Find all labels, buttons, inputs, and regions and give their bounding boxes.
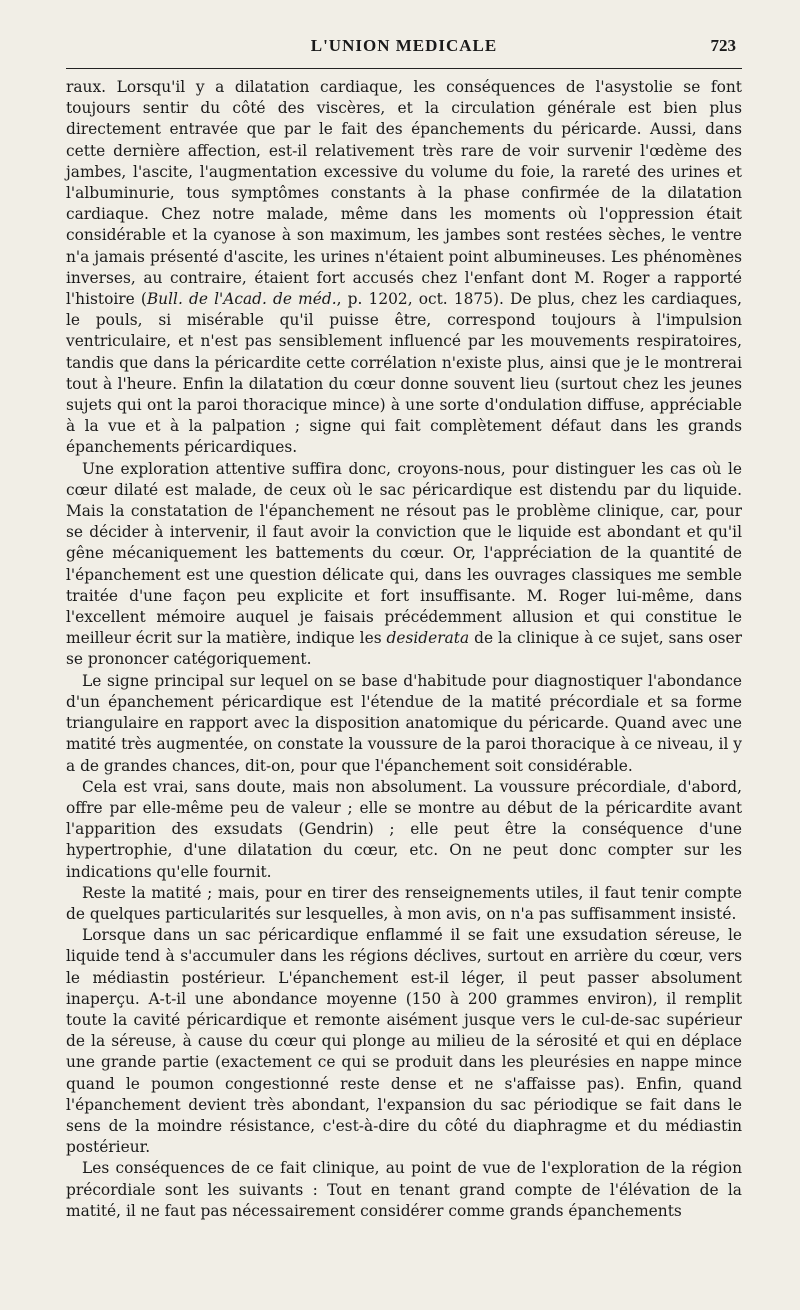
italic-text: Bull. de l'Acad. de méd.: [146, 290, 337, 309]
text-run: , p. 1202, oct. 1875). De plus, chez les cardiaques, le pouls, si misérable qu'il puisse être, correspond toujours à l'impulsion ventriculaire, et n'est pas sensiblement influencé par les mouvements respiratoires, tandis que dans la péricardite cette corrélation n'existe plus, ainsi que je le montrerai tout à l'heure. Enfin la dilatation du cœur donne souvent lieu (surtout chez les jeunes sujets qui ont la paroi thoracique mince) à une sorte d'ondulation diffuse, appréciable à la vue et à la palpation ; signe qui fait complètement défaut dans les grands épanchements péricardiques.: [66, 290, 742, 457]
text-run: raux. Lorsqu'il y a dilatation cardiaque, les conséquences de l'asystolie se font toujours sentir du côté des viscères, et la circulation générale est bien plus directement entravée que par le fait des épanchements du péricarde. Aussi, dans cette dernière affection, est-il relativement très rare de voir survenir l'œdème des jambes, l'ascite, l'augmentation excessive du volume du foie, la rareté des urines et l'albuminurie, tous symptômes constants à la phase confirmée de la dilatation cardiaque. Chez notre malade, même dans les moments où l'oppression était considérable et la cyanose à son maximum, les jambes sont restées sèches, le ventre n'a jamais présenté d'ascite, les urines n'étaient point albumineuses. Les phénomènes inverses, au contraire, étaient fort accusés chez l'enfant dont M. Roger a rapporté l'histoire (: [66, 78, 742, 309]
text-run: Les conséquences de ce fait clinique, au point de vue de l'exploration de la région précordiale sont les suivants : Tout en tenant grand compte de l'élévation de la matité, il ne faut pas nécessairement considérer comme grands épanchements: [66, 1159, 742, 1220]
page-number: 723: [710, 36, 736, 55]
text-run: Le signe principal sur lequel on se base d'habitude pour diagnostiquer l'abondance d'un épanchement péricardique est l'étendue de la matité précordiale et sa forme triangulaire en rapport avec la disposition anatomique du péricarde. Quand avec une matité très augmentée, on constate la voussure de la paroi thoracique à ce niveau, il y a de grandes chances, dit-on, pour que l'épanchement soit considérable.: [66, 671, 742, 775]
paragraph: [66, 671, 742, 777]
paragraph: [66, 777, 742, 883]
text-run: Cela est vrai, sans doute, mais non absolument. La voussure précordiale, d'abord, offre par elle-même peu de valeur ; elle se montre au début de la péricardite avant l'apparition des exsudats (Gendrin) ; elle peut être la conséquence d'une hypertrophie, d'une dilatation du cœur, etc. On ne peut donc compter sur les indications qu'elle fournit.: [66, 777, 742, 881]
article-body: [66, 77, 742, 1222]
running-title: L'UNION MEDICALE: [310, 36, 498, 55]
header-rule: [66, 68, 742, 69]
text-run: Lorsque dans un sac péricardique enflammé il se fait une exsudation séreuse, le liquide tend à s'accumuler dans les régions déclives, surtout en arrière du cœur, vers le médiastin postérieur. L'épanchement est-il léger, il peut passer absolument inaperçu. A-t-il une abondance moyenne (150 à 200 grammes environ), il remplit toute la cavité péricardique et remonte aisément jusque vers le cul-de-sac supérieur de la séreuse, à cause du cœur qui plonge au milieu de la sérosité et qui en déplace une grande partie (exactement ce qui se produit dans les pleurésies en nappe mince quand le poumon congestionné reste dense et ne s'affaisse pas). Enfin, quand l'épanchement devient très abondant, l'expansion du sac périodique se fait dans le sens de la moindre résistance, c'est-à-dire du côté du diaphragme et du médiastin postérieur.: [66, 926, 742, 1157]
paragraph: [66, 77, 742, 459]
text-run: Une exploration attentive suffira donc, croyons-nous, pour distinguer les cas où le cœur dilaté est malade, de ceux où le sac péricardique est distendu par du liquide. Mais la constatation de l'épanchement ne résout pas le problème clinique, car, pour se décider à intervenir, il faut avoir la conviction que le liquide est abondant et qu'il gêne mécaniquement les battements du cœur. Or, l'appréciation de la quantité de l'épanchement est une question délicate qui, dans les ouvrages classiques me semble traitée d'une façon peu explicite et fort insuffisante. M. Roger lui-même, dans l'excellent mémoire auquel je faisais précédemment allusion et qui constitue le meilleur écrit sur la matière, indique les: [66, 459, 742, 648]
page-header: [66, 30, 742, 60]
italic-text: desiderata: [386, 629, 470, 648]
paragraph: [66, 925, 742, 1158]
text-run: Reste la matité ; mais, pour en tirer des renseignements utiles, il faut tenir compte de quelques particularités sur lesquelles, à mon avis, on n'a pas suffisamment insisté.: [66, 883, 742, 923]
paragraph: [66, 459, 742, 671]
paragraph: [66, 1158, 742, 1222]
text-run: de la clinique à ce sujet, sans oser se prononcer catégoriquement.: [66, 629, 742, 669]
paragraph: [66, 883, 742, 925]
